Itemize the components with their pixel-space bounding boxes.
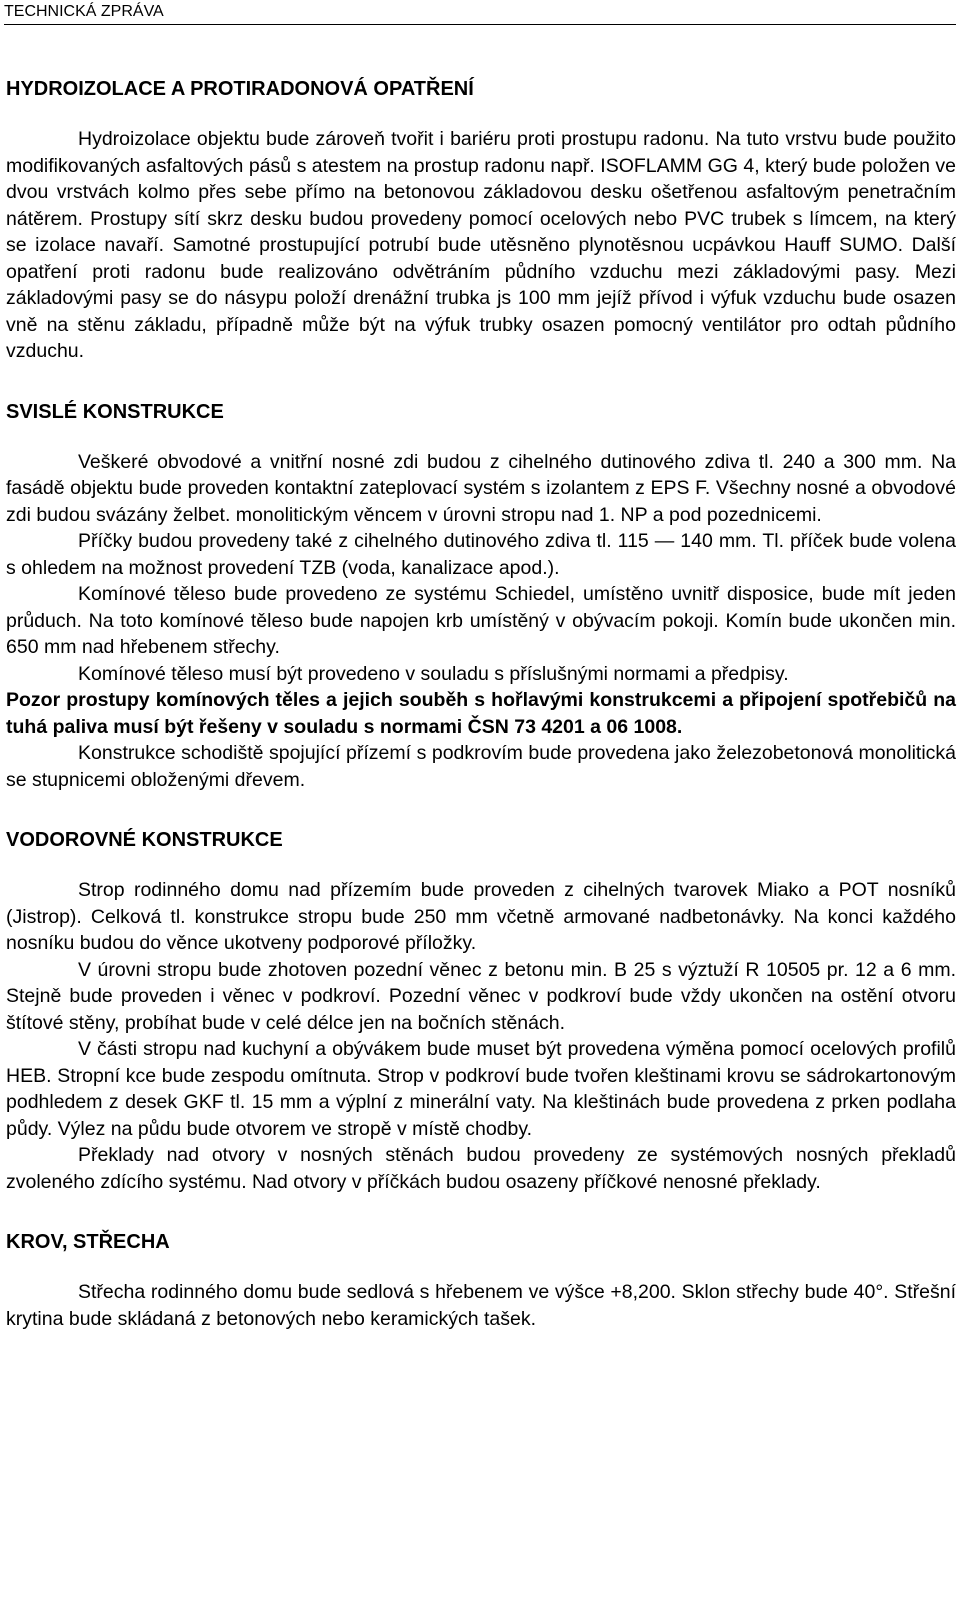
paragraph: Veškeré obvodové a vnitřní nosné zdi budou z cihelného dutinového zdiva tl. 240 a 300 mm. Na fasádě objektu bude proveden kontaktní zateplovací systém s izolantem z EPS F. Všechny nosné a obvodové zdi budou svázány želbet. monolitickým věncem v úrovni stropu nad 1. NP a pod pozednicemi. (6, 450, 956, 526)
paragraph: Překlady nad otvory v nosných stěnách budou provedeny ze systémových nosných překladů zvoleného zdícího systému. Nad otvory v příčkách budou osazeny příčkové nenosné překlady. (6, 1144, 956, 1193)
paragraph: Komínové těleso musí být provedeno v souladu s příslušnými normami a předpisy. (78, 662, 789, 685)
header-title: TECHNICKÁ ZPRÁVA (4, 3, 164, 20)
paragraph: Hydroizolace objektu bude zároveň tvořit i bariéru proti prostupu radonu. Na tuto vrstvu bude použito modifikovaných asfaltových pásů s atestem na prostup radonu např. ISOFLAMM GG 4, který bude položen ve dvou vrstvách kolmo přes sebe přímo na betonovou základovou desku ošetřenou asfaltovým penetračním nátěrem. Prostupy sítí skrz desku budou provedeny pomocí ocelových nebo PVC trubek s límcem, na který se izolace navaří. Samotné prostupující potrubí bude utěsněno plynotěsnou ucpávkou Hauff SUMO. Další opatření proti radonu bude realizováno odvětráním půdního vzduchu mezi základovými pasy. Mezi základovými pasy se do násypu položí drenážní trubka js 100 mm jejíž přívod i výfuk vzduchu bude osazen vně na stěnu základu, případně může být na výfuk trubky osazen pomocný ventilátor pro odtah půdního vzduchu. (6, 128, 956, 362)
paragraph: Strop rodinného domu nad přízemím bude proveden z cihelných tvarovek Miako a POT nosníků (Jistrop). Celková tl. konstrukce stropu bude 250 mm včetně armované nadbetonávky. Na konci každého nosníku budou do věnce ukotveny podporové příložky. (6, 879, 956, 954)
paragraph: V části stropu nad kuchyní a obývákem bude muset být provedena výměna pomocí ocelových profilů HEB. Stropní kce bude zespodu omítnuta. Strop v podkroví bude tvořen kleštinami krovu se sádrokartonovým podhledem z desek GKF tl. 15 mm a výplní z minerální vaty. Na kleštinách bude provedena z prken podlaha půdy. Výlez na půdu bude otvorem ve stropě v místě chodby. (6, 1038, 956, 1140)
heading-svisle-konstrukce: SVISLÉ KONSTRUKCE (6, 400, 224, 423)
paragraph: Příčky budou provedeny také z cihelného dutinového zdiva tl. 115 — 140 mm. Tl. příček bude volena s ohledem na možnost provedení TZB (voda, kanalizace apod.). (6, 530, 956, 579)
paragraph: Komínové těleso bude provedeno ze systému Schiedel, umístěno uvnitř disposice, bude mít jeden průduch. Na toto komínové těleso bude napojen krb umístěný v obývacím pokoji. Komín bude ukončen min. 650 mm nad hřebenem střechy. (6, 583, 956, 658)
paragraph: Střecha rodinného domu bude sedlová s hřebenem ve výšce +8,200. Sklon střechy bude 40°. Střešní krytina bude skládaná z betonových nebo keramických tašek. (6, 1281, 956, 1330)
page-header (4, 2, 956, 25)
paragraph: Konstrukce schodiště spojující přízemí s podkrovím bude provedena jako železobetonová monolitická se stupnicemi obloženými dřevem. (6, 742, 956, 791)
heading-hydroizolace: HYDROIZOLACE A PROTIRADONOVÁ OPATŘENÍ (6, 78, 474, 100)
heading-vodorovne-konstrukce: VODOROVNÉ KONSTRUKCE (6, 829, 283, 851)
document-body (6, 76, 956, 1332)
warning-paragraph: Pozor prostupy komínových těles a jejich souběh s hořlavými konstrukcemi a připojení spotřebičů na tuhá paliva musí být řešeny v souladu s normami ČSN 73 4201 a 06 1008. (6, 689, 956, 738)
paragraph: V úrovni stropu bude zhotoven pozední věnec z betonu min. B 25 s výztuží R 10505 pr. 12 a 6 mm. Stejně bude proveden i věnec v podkroví. Pozední věnec v podkroví bude vždy ukončen na ostění otvoru štítové stěny, probíhat bude v celé délce jen na bočních stěnách. (6, 958, 956, 1034)
heading-krov-strecha: KROV, STŘECHA (6, 1231, 170, 1253)
